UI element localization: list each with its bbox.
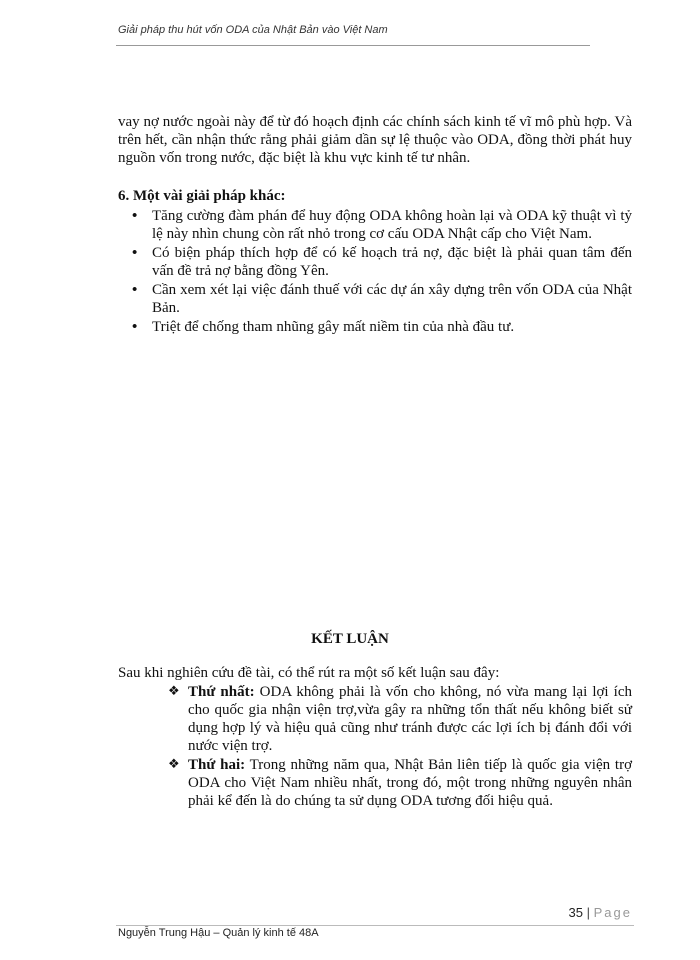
page-number xyxy=(569,905,632,920)
list-item-text: Triệt để chống tham nhũng gây mất niềm tin của nhà đầu tư. xyxy=(152,319,515,335)
list-item xyxy=(130,281,632,317)
section-6-heading: 6. Một vài giải pháp khác: xyxy=(118,188,286,204)
point-text: ODA không phải là vốn cho không, nó vừa mang lại lợi ích cho quốc gia nhận viện trợ,vừa gây ra những tổn thất nếu không biết sử dụng hợp lý và hiệu quả cũng như tránh được các lợi ích bị đánh đổi với nước viện trợ. xyxy=(188,684,632,754)
list-item-text: Cần xem xét lại việc đánh thuế với các dự án xây dựng trên vốn ODA của Nhật Bản. xyxy=(152,282,632,316)
list-item xyxy=(130,207,632,243)
page-label: Page xyxy=(593,905,632,920)
bullet-icon: • xyxy=(132,208,138,224)
section-6-bullet-list xyxy=(130,207,632,337)
page-number-value: 35 xyxy=(568,905,583,920)
conclusion-title: KẾT LUẬN xyxy=(311,631,389,647)
bullet-icon: • xyxy=(132,319,138,335)
list-item xyxy=(130,244,632,280)
header-divider xyxy=(116,45,590,46)
list-item xyxy=(168,756,632,810)
diamond-bullet-icon: ❖ xyxy=(168,757,180,772)
footer-divider xyxy=(116,925,634,926)
bullet-icon: • xyxy=(132,245,138,261)
list-item-text: Tăng cường đàm phán để huy động ODA không hoàn lại và ODA kỹ thuật vì tỷ lệ này nhìn chung còn rất nhỏ trong cơ cấu ODA Nhật cấp cho Việt Nam. xyxy=(152,208,632,242)
list-item-text: Có biện pháp thích hợp để có kế hoạch trả nợ, đặc biệt là phải quan tâm đến vấn đề trả nợ bằng đồng Yên. xyxy=(152,245,632,279)
bullet-icon: • xyxy=(132,282,138,298)
page-number-separator: | xyxy=(586,905,590,920)
list-item xyxy=(168,683,632,755)
list-item xyxy=(130,318,632,336)
point-label: Thứ hai: xyxy=(188,757,246,773)
point-text: Trong những năm qua, Nhật Bản liên tiếp là quốc gia viện trợ ODA cho Việt Nam nhiều nhất, trong đó, một trong những nguyên nhân phải kể đến là do chúng ta sử dụng ODA tương đối hiệu quả. xyxy=(188,757,632,809)
running-footer: Nguyễn Trung Hậu – Quản lý kinh tế 48A xyxy=(118,927,319,939)
intro-paragraph: vay nợ nước ngoài này để từ đó hoạch định các chính sách kinh tế vĩ mô phù hợp. Và trên hết, cần nhận thức rằng phải giảm dần sự lệ thuộc vào ODA, đồng thời phát huy nguồn vốn trong nước, đặc biệt là khu vực kinh tế tư nhân. xyxy=(118,114,632,166)
conclusion-point-list xyxy=(168,683,632,811)
point-label: Thứ nhất: xyxy=(188,684,255,700)
diamond-bullet-icon: ❖ xyxy=(168,684,180,699)
running-header: Giải pháp thu hút vốn ODA của Nhật Bản vào Việt Nam xyxy=(118,24,388,36)
conclusion-intro: Sau khi nghiên cứu đề tài, có thể rút ra một số kết luận sau đây: xyxy=(118,665,500,681)
